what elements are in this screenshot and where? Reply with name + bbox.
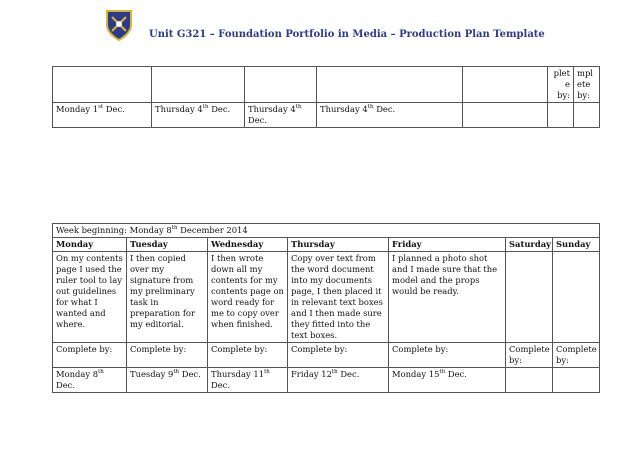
date-cell: Thursday 4th Dec. <box>317 103 463 128</box>
complete-by-row <box>53 67 600 103</box>
date-cell <box>553 368 600 393</box>
task-entry-sunday <box>553 252 600 343</box>
complete-by-cell: Complete by: <box>127 343 208 368</box>
table-cell <box>152 67 245 103</box>
date-cell <box>506 368 553 393</box>
task-entry-wednesday: I then wrote down all my contents for my contents page on word ready for me to copy over when finished. <box>208 252 288 343</box>
table-cell <box>53 67 152 103</box>
complete-by-cell: Complete by: <box>389 343 506 368</box>
complete-by-cell: Complete by: <box>288 343 389 368</box>
page-title: Unit G321 – Foundation Portfolio in Media – Production Plan Template <box>149 29 545 40</box>
school-crest-icon <box>104 8 134 42</box>
date-cell: Monday 1st Dec. <box>53 103 152 128</box>
date-cell: Thursday 4th Dec. <box>245 103 317 128</box>
date-cell <box>548 103 574 128</box>
week-beginning-row <box>53 224 600 238</box>
task-entry-friday: I planned a photo shot and I made sure that the model and the props would be ready. <box>389 252 506 343</box>
date-cell: Friday 12th Dec. <box>288 368 389 393</box>
complete-by-cell: Complete by: <box>53 343 127 368</box>
task-entry-thursday: Copy over text from the word document into my documents page, I then placed it in relevant text boxes and I then made sure they fitted into the text boxes. <box>288 252 389 343</box>
dates-row <box>53 368 600 393</box>
table-cell <box>245 67 317 103</box>
dates-row <box>53 103 600 128</box>
table-cell <box>317 67 463 103</box>
task-entry-saturday <box>506 252 553 343</box>
complete-by-cell <box>574 67 600 103</box>
day-header-wednesday: Wednesday <box>208 238 288 252</box>
complete-by-cell <box>548 67 574 103</box>
date-cell: Monday 8th Dec. <box>53 368 127 393</box>
date-cell: Thursday 11th Dec. <box>208 368 288 393</box>
date-cell: Monday 15th Dec. <box>389 368 506 393</box>
complete-by-cell: Complete by: <box>506 343 553 368</box>
week-plan-table <box>52 223 600 393</box>
day-header-friday: Friday <box>389 238 506 252</box>
complete-by-cell: Complete by: <box>553 343 600 368</box>
day-header-monday: Monday <box>53 238 127 252</box>
complete-by-row <box>53 343 600 368</box>
day-header-saturday: Saturday <box>506 238 553 252</box>
day-header-row <box>53 238 600 252</box>
previous-week-table <box>52 66 600 128</box>
day-header-thursday: Thursday <box>288 238 389 252</box>
table-cell <box>463 67 548 103</box>
date-cell: Tuesday 9th Dec. <box>127 368 208 393</box>
date-cell <box>463 103 548 128</box>
complete-by-label: mpl ete by: <box>577 68 593 100</box>
complete-by-label: plet e by: <box>553 68 570 100</box>
day-header-sunday: Sunday <box>553 238 600 252</box>
week-beginning-cell: Week beginning: Monday 8th December 2014 <box>53 224 600 238</box>
complete-by-cell: Complete by: <box>208 343 288 368</box>
day-header-tuesday: Tuesday <box>127 238 208 252</box>
date-cell <box>574 103 600 128</box>
tasks-row <box>53 252 600 343</box>
task-entry-monday: On my contents page I used the ruler tool to lay out guidelines for what I wanted and where. <box>53 252 127 343</box>
date-cell: Thursday 4th Dec. <box>152 103 245 128</box>
task-entry-tuesday: I then copied over my signature from my preliminary task in preparation for my editorial. <box>127 252 208 343</box>
